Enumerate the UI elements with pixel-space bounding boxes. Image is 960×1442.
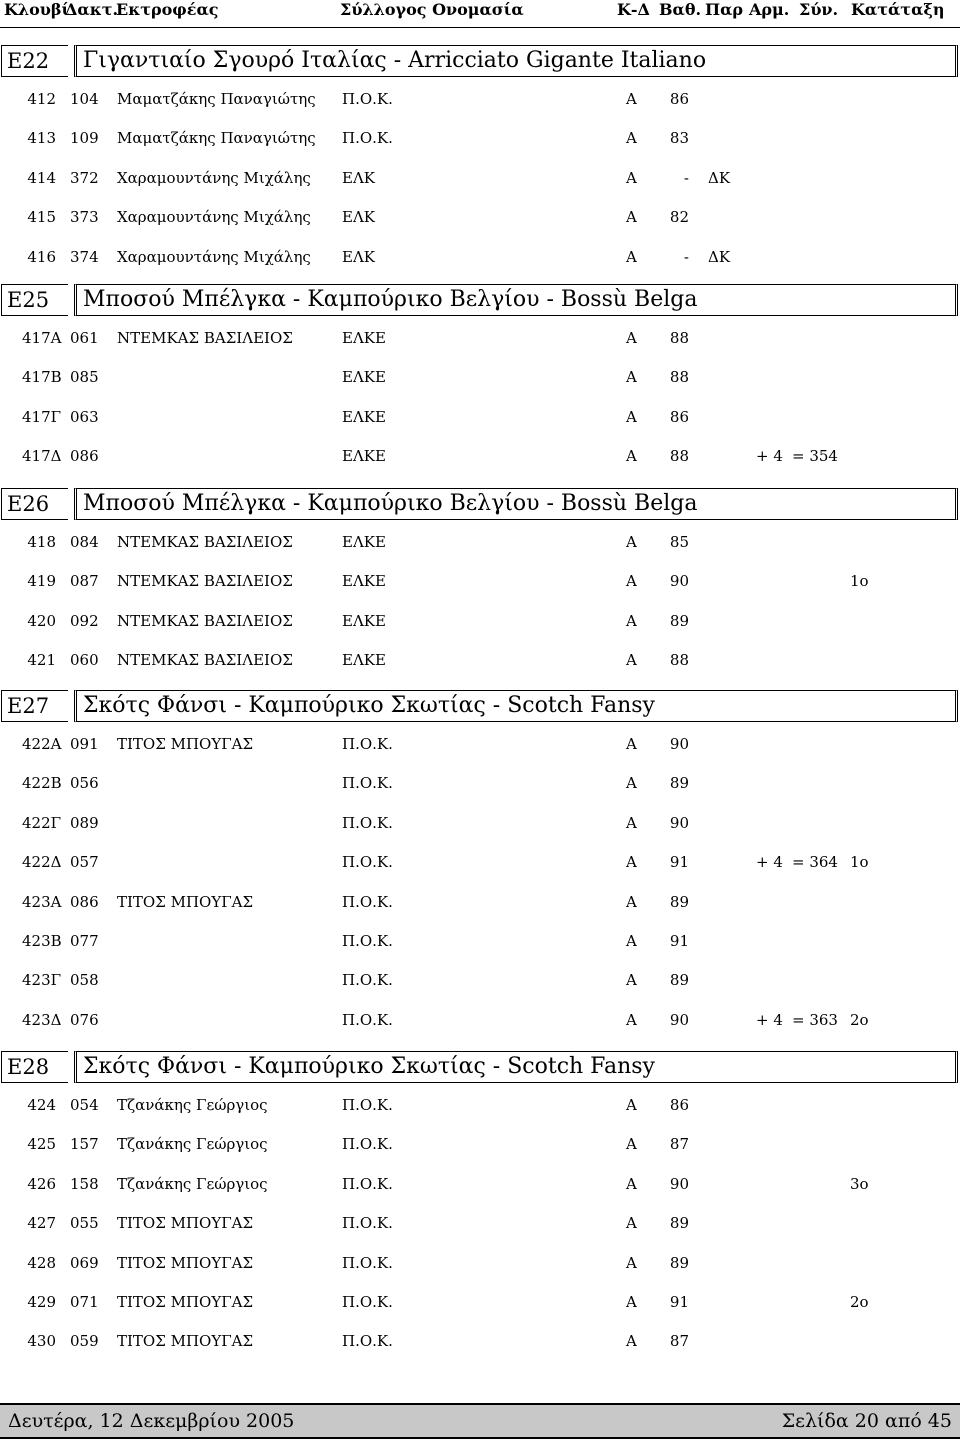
cell-id: 055 <box>70 1214 99 1232</box>
cell-score: 89 <box>669 971 689 989</box>
column-header <box>0 0 960 22</box>
category-title: Σκότς Φάνσι - Καμπούρικο Σκωτίας - Scotch Fansy <box>74 1051 958 1083</box>
cell-cls: Α <box>626 893 637 911</box>
cell-score: 82 <box>669 208 689 226</box>
cell-cls: Α <box>626 853 637 871</box>
table-row <box>0 1330 960 1352</box>
cell-id: 091 <box>70 735 99 753</box>
cell-num: 425 <box>27 1135 56 1153</box>
cell-cls: Α <box>626 447 637 465</box>
cell-club: ΕΛΚΕ <box>342 651 386 669</box>
cell-cls: Α <box>626 1011 637 1029</box>
cell-id: 077 <box>70 932 99 950</box>
category-code: E22 <box>1 45 68 77</box>
cell-id: 086 <box>70 893 99 911</box>
cell-num: 423Γ <box>22 971 62 989</box>
table-row <box>0 891 960 913</box>
cell-club: Π.Ο.Κ. <box>342 735 393 753</box>
cell-id: 374 <box>70 248 99 266</box>
cell-club: Π.Ο.Κ. <box>342 90 393 108</box>
cell-score: 91 <box>669 932 689 950</box>
cell-id: 071 <box>70 1293 99 1311</box>
table-row <box>0 812 960 834</box>
table-row <box>0 1094 960 1116</box>
header-breeder: Εκτροφέας <box>116 0 219 19</box>
category-header <box>0 1051 960 1085</box>
cell-id: 092 <box>70 612 99 630</box>
cell-club: Π.Ο.Κ. <box>342 1214 393 1232</box>
cell-name: ΝΤΕΜΚΑΣ ΒΑΣΙΛΕΙΟΣ <box>117 572 293 590</box>
table-row <box>0 206 960 228</box>
cell-id: 054 <box>70 1096 99 1114</box>
category-code: E28 <box>1 1051 68 1083</box>
cell-num: 421 <box>27 651 56 669</box>
cell-cls: Α <box>626 1254 637 1272</box>
header-rank: Κατάταξη <box>851 0 945 19</box>
cell-club: Π.Ο.Κ. <box>342 893 393 911</box>
cell-score: 89 <box>669 774 689 792</box>
cell-id: 157 <box>70 1135 99 1153</box>
cell-id: 063 <box>70 408 99 426</box>
cell-score: 87 <box>669 1332 689 1350</box>
cell-rank: 2ο <box>850 1011 869 1029</box>
cell-id: 158 <box>70 1175 99 1193</box>
cell-cls: Α <box>626 572 637 590</box>
cell-num: 422Γ <box>22 814 62 832</box>
cell-club: ΕΛΚΕ <box>342 329 386 347</box>
cell-num: 422Β <box>22 774 62 792</box>
cell-id: 087 <box>70 572 99 590</box>
cell-cls: Α <box>626 932 637 950</box>
cell-cls: Α <box>626 248 637 266</box>
cell-cls: Α <box>626 533 637 551</box>
table-row <box>0 1133 960 1155</box>
cell-club: ΕΛΚ <box>342 208 375 226</box>
cell-score: 89 <box>669 1254 689 1272</box>
header-class: Κ-Δ <box>617 0 650 19</box>
category-code: E25 <box>1 284 68 316</box>
cell-num: 417Α <box>22 329 62 347</box>
category-title: Μποσού Μπέλγκα - Καμπούρικο Βελγίου - Bossù Belga <box>74 284 958 316</box>
cell-name: ΝΤΕΜΚΑΣ ΒΑΣΙΛΕΙΟΣ <box>117 533 293 551</box>
cell-num: 412 <box>27 90 56 108</box>
cell-name: ΝΤΕΜΚΑΣ ΒΑΣΙΛΕΙΟΣ <box>117 612 293 630</box>
category-title: Γιγαντιαίο Σγουρό Ιταλίας - Arricciato Gigante Italiano <box>74 45 958 77</box>
cell-club: Π.Ο.Κ. <box>342 1175 393 1193</box>
table-row <box>0 930 960 952</box>
header-divider <box>0 27 960 28</box>
cell-name: Μαματζάκης Παναγιώτης <box>117 129 316 147</box>
cell-name: Τζανάκης Γεώργιος <box>117 1135 268 1153</box>
table-row <box>0 1252 960 1274</box>
cell-num: 417Γ <box>22 408 62 426</box>
cell-cls: Α <box>626 1293 637 1311</box>
table-row <box>0 733 960 755</box>
cell-id: 086 <box>70 447 99 465</box>
table-row <box>0 246 960 268</box>
cell-num: 423Β <box>22 932 62 950</box>
cell-score: 90 <box>669 1011 689 1029</box>
cell-num: 417Β <box>22 368 62 386</box>
cell-id: 373 <box>70 208 99 226</box>
cell-score: 85 <box>669 533 689 551</box>
cell-cls: Α <box>626 651 637 669</box>
cell-cls: Α <box>626 1214 637 1232</box>
cell-num: 424 <box>27 1096 56 1114</box>
cell-name: Χαραμουντάνης Μιχάλης <box>117 169 311 187</box>
cell-cls: Α <box>626 971 637 989</box>
cell-id: 104 <box>70 90 99 108</box>
cell-name: ΝΤΕΜΚΑΣ ΒΑΣΙΛΕΙΟΣ <box>117 329 293 347</box>
cell-score: 88 <box>669 651 689 669</box>
cell-num: 418 <box>27 533 56 551</box>
cell-cls: Α <box>626 329 637 347</box>
cell-club: Π.Ο.Κ. <box>342 1135 393 1153</box>
page-footer <box>0 1403 960 1439</box>
cell-name: Τζανάκης Γεώργιος <box>117 1175 268 1193</box>
cell-club: ΕΛΚΕ <box>342 572 386 590</box>
cell-score: - <box>683 169 689 187</box>
cell-num: 429 <box>27 1293 56 1311</box>
cell-score: 90 <box>669 1175 689 1193</box>
cell-club: ΕΛΚΕ <box>342 368 386 386</box>
table-row <box>0 445 960 467</box>
category-header <box>0 45 960 79</box>
category-code: E27 <box>1 690 68 722</box>
cell-id: 059 <box>70 1332 99 1350</box>
cell-score: 91 <box>669 1293 689 1311</box>
cell-cls: Α <box>626 129 637 147</box>
cell-total: = 363 <box>792 1011 838 1029</box>
cell-num: 426 <box>27 1175 56 1193</box>
cell-score: 87 <box>669 1135 689 1153</box>
cell-num: 422Δ <box>22 853 62 871</box>
cell-name: ΤΙΤΟΣ ΜΠΟΥΓΑΣ <box>117 1293 254 1311</box>
cell-score: - <box>683 248 689 266</box>
cell-name: ΤΙΤΟΣ ΜΠΟΥΓΑΣ <box>117 1254 254 1272</box>
table-row <box>0 88 960 110</box>
cell-name: ΤΙΤΟΣ ΜΠΟΥΓΑΣ <box>117 893 254 911</box>
header-score: Βαθ. <box>659 0 702 19</box>
cell-num: 430 <box>27 1332 56 1350</box>
cell-cls: Α <box>626 408 637 426</box>
cell-bonus: + 4 <box>756 853 783 871</box>
cell-id: 069 <box>70 1254 99 1272</box>
cell-club: ΕΛΚ <box>342 169 375 187</box>
category-title: Σκότς Φάνσι - Καμπούρικο Σκωτίας - Scotch Fansy <box>74 690 958 722</box>
cell-name: Χαραμουντάνης Μιχάλης <box>117 208 311 226</box>
table-row <box>0 1009 960 1031</box>
cell-total: = 354 <box>792 447 838 465</box>
cell-club: Π.Ο.Κ. <box>342 774 393 792</box>
table-row <box>0 1212 960 1234</box>
cell-score: 90 <box>669 814 689 832</box>
cell-name: Χαραμουντάνης Μιχάλης <box>117 248 311 266</box>
table-row <box>0 772 960 794</box>
cell-club: Π.Ο.Κ. <box>342 129 393 147</box>
cell-num: 416 <box>27 248 56 266</box>
cell-score: 90 <box>669 735 689 753</box>
cell-cls: Α <box>626 1175 637 1193</box>
cell-bonus: + 4 <box>756 1011 783 1029</box>
cell-num: 423Δ <box>22 1011 62 1029</box>
table-row <box>0 327 960 349</box>
cell-num: 428 <box>27 1254 56 1272</box>
cell-id: 056 <box>70 774 99 792</box>
cell-score: 86 <box>669 408 689 426</box>
cell-id: 057 <box>70 853 99 871</box>
table-row <box>0 531 960 553</box>
cell-num: 415 <box>27 208 56 226</box>
cell-id: 085 <box>70 368 99 386</box>
table-row <box>0 610 960 632</box>
cell-cls: Α <box>626 1096 637 1114</box>
cell-note: ΔΚ <box>708 169 731 187</box>
cell-score: 86 <box>669 90 689 108</box>
cell-rank: 2ο <box>850 1293 869 1311</box>
cell-score: 90 <box>669 572 689 590</box>
cell-cls: Α <box>626 774 637 792</box>
cell-cls: Α <box>626 1332 637 1350</box>
header-note: Παρ <box>705 0 744 19</box>
cell-total: = 364 <box>792 853 838 871</box>
footer-page-number: Σελίδα 20 από 45 <box>781 1410 952 1432</box>
cell-num: 423Α <box>22 893 62 911</box>
cell-id: 372 <box>70 169 99 187</box>
cell-id: 058 <box>70 971 99 989</box>
cell-club: Π.Ο.Κ. <box>342 814 393 832</box>
table-row <box>0 366 960 388</box>
cell-club: ΕΛΚΕ <box>342 447 386 465</box>
cell-name: Μαματζάκης Παναγιώτης <box>117 90 316 108</box>
cell-club: ΕΛΚ <box>342 248 375 266</box>
cell-score: 89 <box>669 612 689 630</box>
cell-id: 061 <box>70 329 99 347</box>
cell-cls: Α <box>626 814 637 832</box>
cell-id: 109 <box>70 129 99 147</box>
table-row <box>0 570 960 592</box>
cell-num: 419 <box>27 572 56 590</box>
header-ring: Δακτ. <box>65 0 119 19</box>
cell-club: ΕΛΚΕ <box>342 612 386 630</box>
cell-num: 413 <box>27 129 56 147</box>
cell-name: ΤΙΤΟΣ ΜΠΟΥΓΑΣ <box>117 735 254 753</box>
cell-rank: 1ο <box>850 572 869 590</box>
cell-cls: Α <box>626 1135 637 1153</box>
header-bonus: Αρμ. <box>749 0 790 19</box>
cell-note: ΔΚ <box>708 248 731 266</box>
category-header <box>0 284 960 318</box>
cell-score: 86 <box>669 1096 689 1114</box>
cell-score: 83 <box>669 129 689 147</box>
table-row <box>0 649 960 671</box>
cell-num: 417Δ <box>22 447 62 465</box>
category-header <box>0 690 960 724</box>
footer-date: Δευτέρα, 12 Δεκεμβρίου 2005 <box>8 1410 295 1432</box>
cell-club: Π.Ο.Κ. <box>342 971 393 989</box>
cell-cls: Α <box>626 169 637 187</box>
cell-club: Π.Ο.Κ. <box>342 1011 393 1029</box>
table-row <box>0 1173 960 1195</box>
cell-cls: Α <box>626 208 637 226</box>
cell-club: Π.Ο.Κ. <box>342 1293 393 1311</box>
cell-club: Π.Ο.Κ. <box>342 1096 393 1114</box>
cell-id: 084 <box>70 533 99 551</box>
cell-club: Π.Ο.Κ. <box>342 932 393 950</box>
cell-num: 427 <box>27 1214 56 1232</box>
cell-score: 88 <box>669 329 689 347</box>
cell-club: Π.Ο.Κ. <box>342 1332 393 1350</box>
cell-club: Π.Ο.Κ. <box>342 1254 393 1272</box>
cell-id: 089 <box>70 814 99 832</box>
table-row <box>0 851 960 873</box>
cell-club: Π.Ο.Κ. <box>342 853 393 871</box>
table-row <box>0 167 960 189</box>
table-row <box>0 1291 960 1313</box>
cell-score: 88 <box>669 368 689 386</box>
cell-name: ΤΙΤΟΣ ΜΠΟΥΓΑΣ <box>117 1214 254 1232</box>
cell-club: ΕΛΚΕ <box>342 533 386 551</box>
cell-name: Τζανάκης Γεώργιος <box>117 1096 268 1114</box>
cell-bonus: + 4 <box>756 447 783 465</box>
cell-id: 060 <box>70 651 99 669</box>
cell-cls: Α <box>626 735 637 753</box>
header-club: Σύλλογος Ονομασία <box>340 0 524 19</box>
cell-cls: Α <box>626 612 637 630</box>
header-total: Σύν. <box>799 0 839 19</box>
cell-score: 89 <box>669 1214 689 1232</box>
cell-rank: 1ο <box>850 853 869 871</box>
cell-score: 91 <box>669 853 689 871</box>
cell-cls: Α <box>626 90 637 108</box>
cell-club: ΕΛΚΕ <box>342 408 386 426</box>
cell-cls: Α <box>626 368 637 386</box>
table-row <box>0 406 960 428</box>
cell-num: 414 <box>27 169 56 187</box>
header-cage: Κλουβί <box>4 0 70 19</box>
category-title: Μποσού Μπέλγκα - Καμπούρικο Βελγίου - Bossù Belga <box>74 488 958 520</box>
cell-num: 422Α <box>22 735 62 753</box>
cell-score: 89 <box>669 893 689 911</box>
table-row <box>0 969 960 991</box>
category-code: E26 <box>1 488 68 520</box>
cell-name: ΝΤΕΜΚΑΣ ΒΑΣΙΛΕΙΟΣ <box>117 651 293 669</box>
category-header <box>0 488 960 522</box>
cell-name: ΤΙΤΟΣ ΜΠΟΥΓΑΣ <box>117 1332 254 1350</box>
cell-rank: 3ο <box>850 1175 869 1193</box>
cell-num: 420 <box>27 612 56 630</box>
table-row <box>0 127 960 149</box>
cell-id: 076 <box>70 1011 99 1029</box>
cell-score: 88 <box>669 447 689 465</box>
